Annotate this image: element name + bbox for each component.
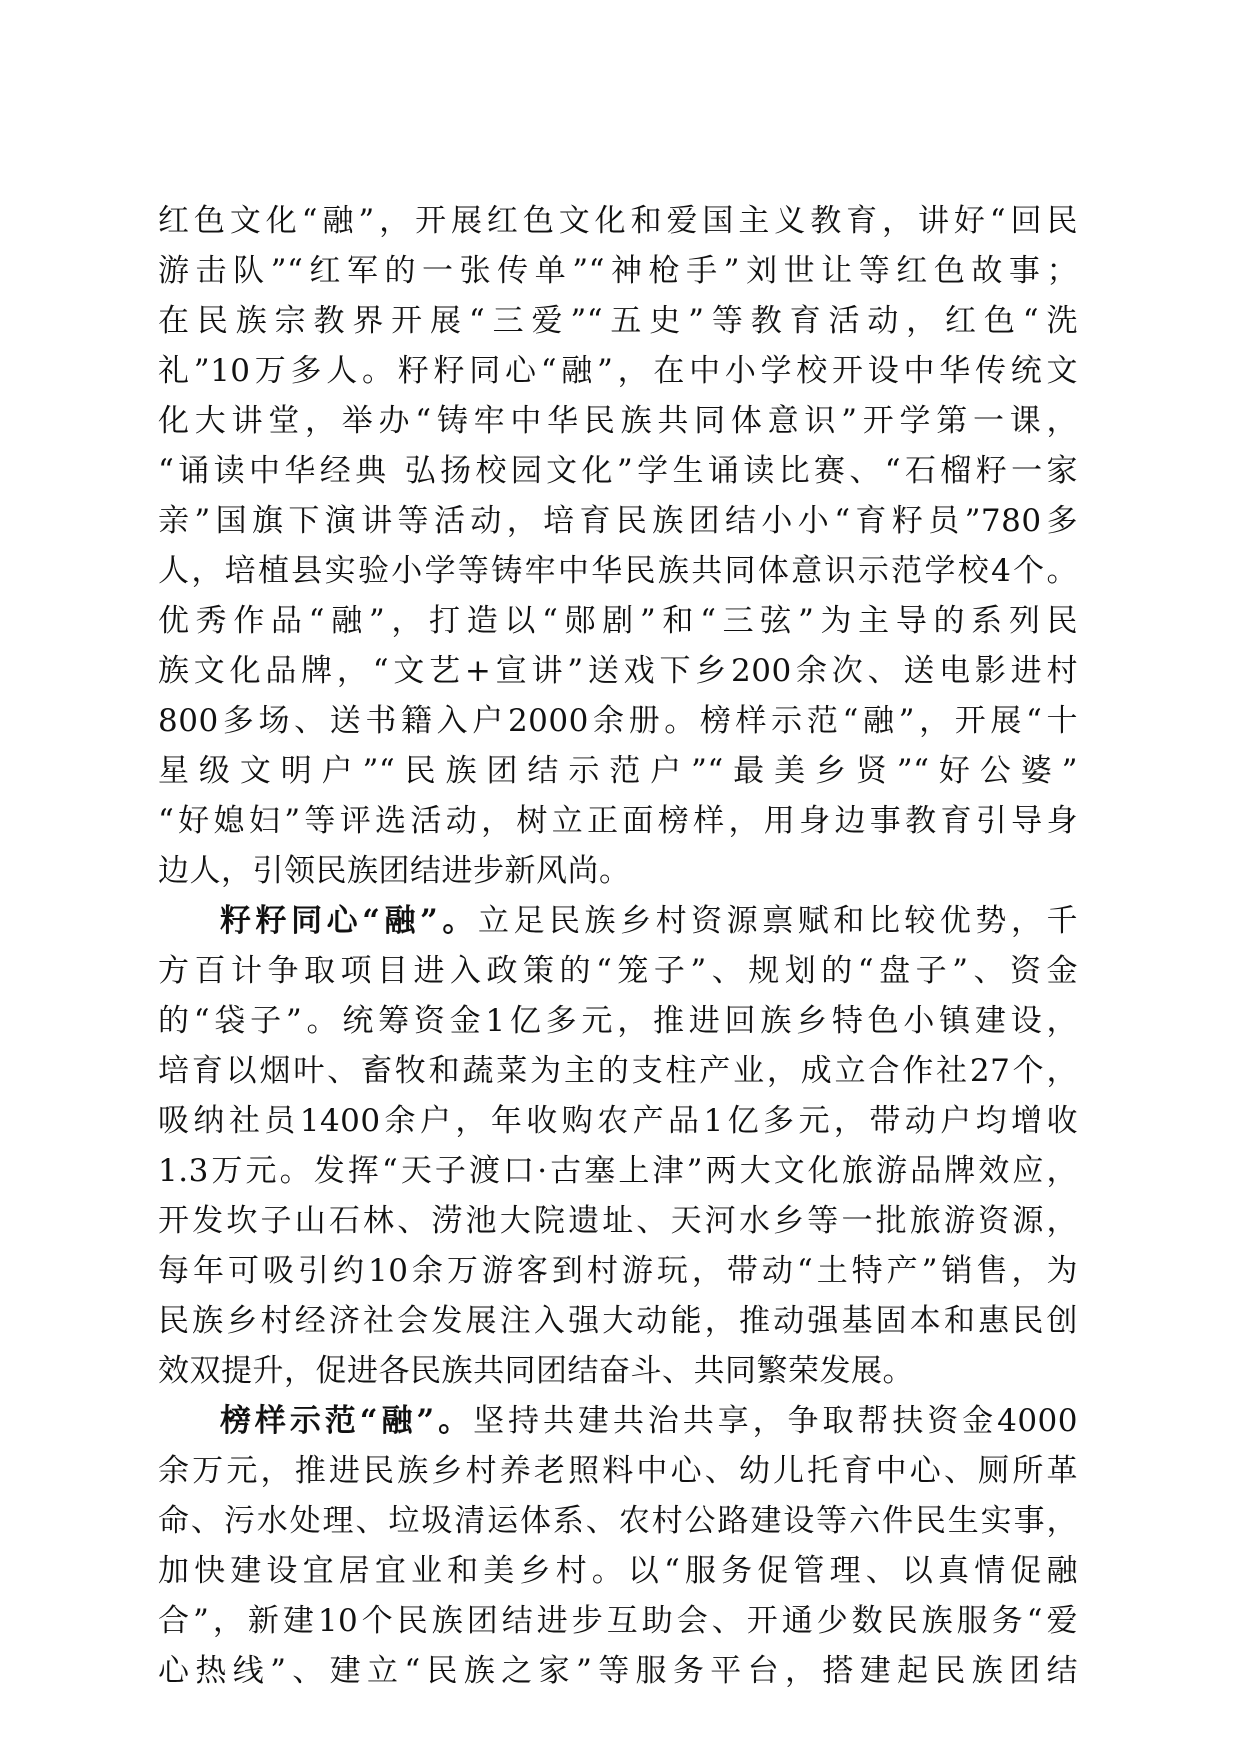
text-line: 心热线”、建立“民族之家”等服务平台，搭建起民族团结	[158, 1653, 1078, 1689]
text-line: 民族乡村经济社会发展注入强大动能，推动强基固本和惠民创	[158, 1303, 1078, 1339]
text-line: 吸纳社员1400余户，年收购农产品1亿多元，带动户均增收	[158, 1103, 1078, 1139]
paragraph-first-line	[158, 896, 1078, 946]
text-line: 1.3万元。发挥“天子渡口·古塞上津”两大文化旅游品牌效应，	[158, 1153, 1078, 1189]
text-line: 的“袋子”。统筹资金1亿多元，推进回族乡特色小镇建设，	[158, 1003, 1078, 1039]
text-line: 族文化品牌，“文艺+宣讲”送戏下乡200余次、送电影进村	[158, 653, 1078, 689]
text-line: 星级文明户”“民族团结示范户”“最美乡贤”“好公婆”	[158, 753, 1078, 789]
text-line: 800多场、送书籍入户2000余册。榜样示范“融”，开展“十	[158, 703, 1078, 739]
text-line: 化大讲堂，举办“铸牢中华民族共同体意识”开学第一课，	[158, 403, 1078, 439]
text-line: 加快建设宜居宜业和美乡村。以“服务促管理、以真情促融	[158, 1553, 1078, 1589]
text-line: 边人，引领民族团结进步新风尚。	[158, 853, 631, 889]
text-line: 礼”10万多人。籽籽同心“融”，在中小学校开设中华传统文	[158, 353, 1078, 389]
paragraph-heading: 籽籽同心“融”。	[220, 903, 478, 939]
text-line: 合”，新建10个民族团结进步互助会、开通少数民族服务“爱	[158, 1603, 1078, 1639]
text-line: 优秀作品“融”，打造以“郧剧”和“三弦”为主导的系列民	[158, 603, 1078, 639]
text-line: “诵读中华经典 弘扬校园文化”学生诵读比赛、“石榴籽一家	[158, 453, 1078, 489]
text-line: 在民族宗教界开展“三爱”“五史”等教育活动，红色“洗	[158, 303, 1078, 339]
text-line: 开发坎子山石林、涝池大院遗址、天河水乡等一批旅游资源，	[158, 1203, 1078, 1239]
text-line: 培育以烟叶、畜牧和蔬菜为主的支柱产业，成立合作社27个，	[158, 1053, 1078, 1089]
text-line: 游击队”“红军的一张传单”“神枪手”刘世让等红色故事；	[158, 253, 1078, 289]
text-line: 余万元，推进民族乡村养老照料中心、幼儿托育中心、厕所革	[158, 1453, 1078, 1489]
text-line: 命、污水处理、垃圾清运体系、农村公路建设等六件民生实事，	[158, 1503, 1078, 1539]
text-line: 红色文化“融”，开展红色文化和爱国主义教育，讲好“回民	[158, 203, 1078, 239]
paragraph-first-line	[158, 1396, 1078, 1446]
text-line: “好媳妇”等评选活动，树立正面榜样，用身边事教育引导身	[158, 803, 1078, 839]
text-line: 效双提升，促进各民族共同团结奋斗、共同繁荣发展。	[158, 1353, 914, 1389]
text-line: 每年可吸引约10余万游客到村游玩，带动“土特产”销售，为	[158, 1253, 1078, 1289]
paragraph-1	[158, 196, 1078, 896]
text-line: 亲”国旗下演讲等活动，培育民族团结小小“育籽员”780多	[158, 503, 1078, 539]
paragraph-3	[158, 1396, 1078, 1696]
paragraph-2	[158, 896, 1078, 1396]
paragraph-first-line-text: 坚持共建共治共享，争取帮扶资金4000	[473, 1403, 1078, 1439]
document-body	[158, 196, 1078, 1696]
text-line: 人，培植县实验小学等铸牢中华民族共同体意识示范学校4个。	[158, 553, 1078, 589]
paragraph-heading: 榜样示范“融”。	[220, 1403, 474, 1439]
paragraph-first-line-text: 立足民族乡村资源禀赋和比较优势，千	[477, 903, 1078, 939]
text-line: 方百计争取项目进入政策的“笼子”、规划的“盘子”、资金	[158, 953, 1078, 989]
